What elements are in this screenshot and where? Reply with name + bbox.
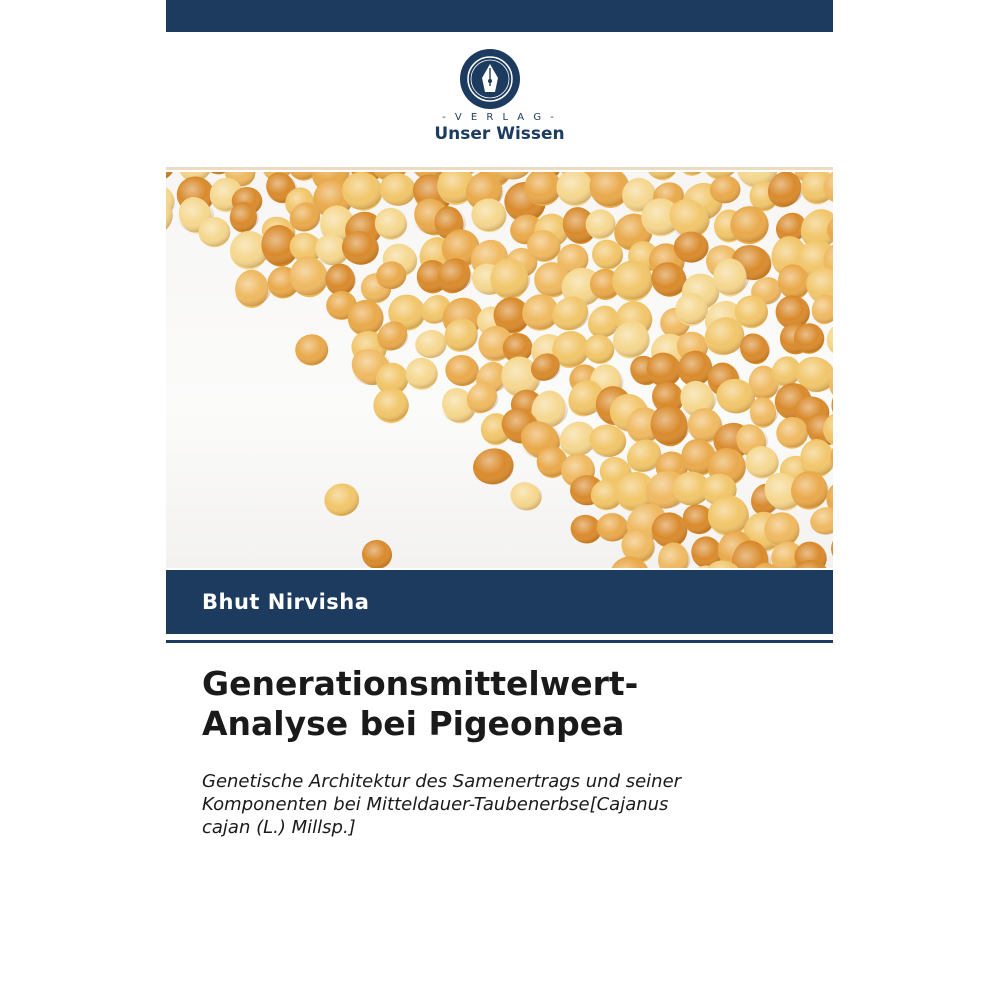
author-bar (166, 570, 833, 634)
pea (358, 536, 396, 568)
publisher-verlag-label: - V E R L A G - (442, 112, 557, 123)
pea (506, 477, 546, 515)
subtitle-line-2: Komponenten bei Mitteldauer-Taubenerbse[Cajanus (202, 794, 669, 815)
divider-rule (166, 640, 833, 643)
book-subtitle (202, 770, 802, 839)
pea (674, 232, 709, 263)
photo-top-border (166, 167, 833, 170)
book-title (202, 664, 802, 744)
pea (827, 529, 833, 568)
publisher-name: Unser Wissen (434, 124, 565, 144)
pea (412, 327, 449, 361)
pea (294, 333, 329, 366)
pea (469, 444, 517, 488)
pea (233, 270, 271, 308)
split-peas-image (166, 172, 833, 568)
publisher-seal-icon (459, 48, 521, 110)
subtitle-line-1: Genetische Architektur des Samenertrags und seiner (202, 771, 682, 792)
pea (403, 355, 440, 392)
book-cover (166, 0, 833, 1000)
author-name: Bhut Nirvisha (202, 590, 370, 614)
cover-photo (166, 172, 833, 568)
pea (166, 172, 177, 184)
subtitle-line-3: cajan (L.) Millsp.] (202, 817, 356, 838)
top-color-bar (166, 0, 833, 32)
pea (321, 480, 363, 520)
title-line-2: Analyse bei Pigeonpea (202, 704, 625, 743)
pea (366, 381, 415, 430)
pea (674, 172, 711, 180)
title-line-1: Generationsmittelwert- (202, 664, 639, 703)
